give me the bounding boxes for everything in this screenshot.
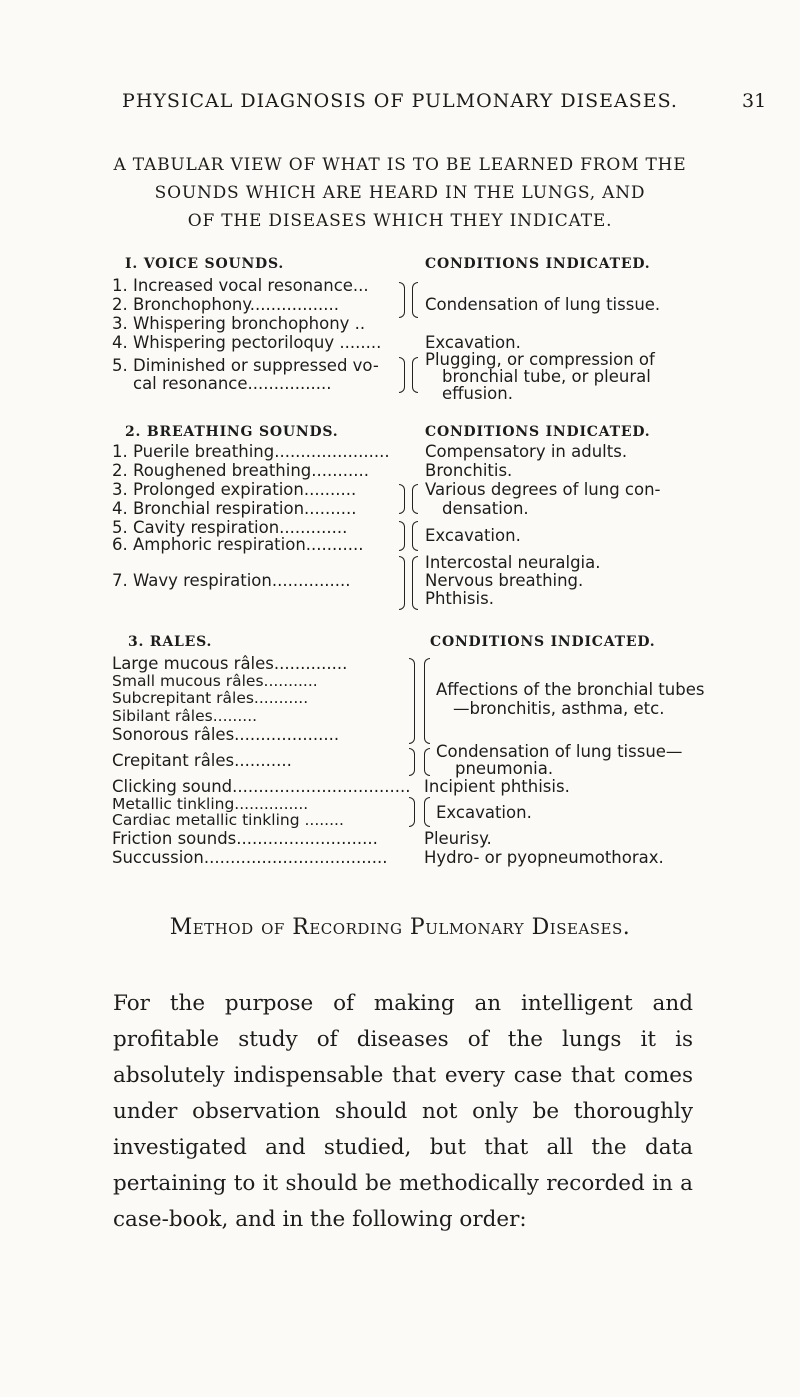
brace-left: [412, 484, 418, 514]
voice-row-1: 1. Increased vocal resonance...: [112, 276, 369, 295]
rales-heading: 3. RALES.: [128, 634, 213, 650]
brace-right: [409, 797, 415, 827]
rales-row-5: Sonorous râles....................: [112, 725, 340, 744]
breathing-conditions-heading: CONDITIONS INDICATED.: [425, 424, 651, 440]
brace-right: [409, 658, 415, 744]
brace-left: [424, 658, 430, 744]
rales-condition-4: Excavation.: [436, 803, 532, 822]
voice-conditions-heading: CONDITIONS INDICATED.: [425, 256, 651, 272]
brace-right: [399, 484, 405, 514]
rales-condition-2: Condensation of lung tissue—: [436, 742, 683, 761]
rales-row-4: Sibilant râles.........: [112, 707, 258, 725]
breathing-row-3: 3. Prolonged expiration..........: [112, 480, 357, 499]
brace-right: [399, 556, 405, 610]
rales-row-1: Large mucous râles..............: [112, 654, 348, 673]
rales-condition-6: Hydro- or pyopneumothorax.: [424, 848, 664, 867]
brace-left: [424, 797, 430, 827]
table-title-line-3: OF THE DISEASES WHICH THEY INDICATE.: [187, 211, 613, 231]
rales-conditions-heading: CONDITIONS INDICATED.: [430, 634, 656, 650]
voice-row-4: 4. Whispering pectoriloquy ........: [112, 333, 382, 352]
brace-right: [399, 282, 405, 318]
brace-left: [412, 556, 418, 610]
brace-right: [409, 748, 415, 776]
brace-left: [412, 282, 418, 318]
breathing-row-1: 1. Puerile breathing......................: [112, 442, 390, 461]
rales-row-10: Friction sounds...........................: [112, 829, 378, 848]
brace-right: [399, 521, 405, 551]
page-number: 31: [742, 90, 767, 112]
voice-sounds-heading: I. VOICE SOUNDS.: [125, 256, 285, 272]
breathing-condition-5: Intercostal neuralgia.: [425, 553, 601, 572]
breathing-row-4: 4. Bronchial respiration..........: [112, 499, 357, 518]
breathing-condition-7: Phthisis.: [425, 589, 494, 608]
rales-row-6: Crepitant râles...........: [112, 751, 292, 770]
body-paragraph: For the purpose of making an intelligent and profitable study of diseases of the lungs it is absolutely indispensable that every case that comes under observation should not only be thoroughly investigated and studied, but that all the data pertaining to it should be methodically recorded in a case-book, and in the following order:: [113, 991, 693, 1232]
rales-condition-5: Pleurisy.: [424, 829, 492, 848]
rales-row-7: Clicking sound..................................: [112, 777, 411, 796]
breathing-row-5: 5. Cavity respiration.............: [112, 518, 348, 537]
rales-condition-1: Affections of the bronchial tubes: [436, 680, 705, 699]
rales-row-2: Small mucous râles...........: [112, 672, 318, 690]
brace-right: [399, 357, 405, 393]
rales-condition-1-cont: —bronchitis, asthma, etc.: [453, 699, 665, 718]
voice-row-2: 2. Bronchophony.................: [112, 295, 339, 314]
rales-condition-3: Incipient phthisis.: [424, 777, 570, 796]
breathing-condition-4: Excavation.: [425, 526, 521, 545]
voice-condition-2: Excavation.: [425, 333, 521, 352]
voice-condition-3-cont: bronchial tube, or pleural: [442, 367, 651, 386]
rales-row-9: Cardiac metallic tinkling ........: [112, 811, 344, 829]
table-title-line-2: SOUNDS WHICH ARE HEARD IN THE LUNGS, AND: [154, 183, 646, 203]
brace-left: [412, 357, 418, 393]
breathing-condition-3-cont: densation.: [442, 499, 529, 518]
section-heading-text: Method of Recording Pulmonary Diseases.: [169, 915, 631, 940]
running-title: PHYSICAL DIAGNOSIS OF PULMONARY DISEASES.: [122, 90, 678, 112]
breathing-row-7: 7. Wavy respiration...............: [112, 571, 351, 590]
voice-row-5: 5. Diminished or suppressed vo-: [112, 356, 379, 375]
voice-row-3: 3. Whispering bronchophony ..: [112, 314, 366, 333]
brace-left: [424, 748, 430, 776]
rales-row-11: Succussion...................................: [112, 848, 388, 867]
voice-condition-3: Plugging, or compression of: [425, 350, 655, 369]
table-title-line-1: A TABULAR VIEW OF WHAT IS TO BE LEARNED FROM THE: [113, 155, 687, 175]
section-heading: [0, 915, 800, 940]
rales-row-8: Metallic tinkling...............: [112, 795, 309, 813]
breathing-row-2: 2. Roughened breathing...........: [112, 461, 369, 480]
voice-condition-1: Condensation of lung tissue.: [425, 295, 661, 314]
breathing-condition-1: Compensatory in adults.: [425, 442, 628, 461]
breathing-sounds-heading: 2. BREATHING SOUNDS.: [125, 424, 339, 440]
breathing-condition-2: Bronchitis.: [425, 461, 513, 480]
breathing-condition-3: Various degrees of lung con-: [425, 480, 661, 499]
rales-condition-2-cont: pneumonia.: [455, 759, 554, 778]
breathing-condition-6: Nervous breathing.: [425, 571, 584, 590]
rales-row-3: Subcrepitant râles...........: [112, 689, 309, 707]
voice-condition-3-cont2: effusion.: [442, 384, 513, 403]
brace-left: [412, 521, 418, 551]
voice-row-5-cont: cal resonance................: [133, 374, 332, 393]
breathing-row-6: 6. Amphoric respiration...........: [112, 535, 364, 554]
